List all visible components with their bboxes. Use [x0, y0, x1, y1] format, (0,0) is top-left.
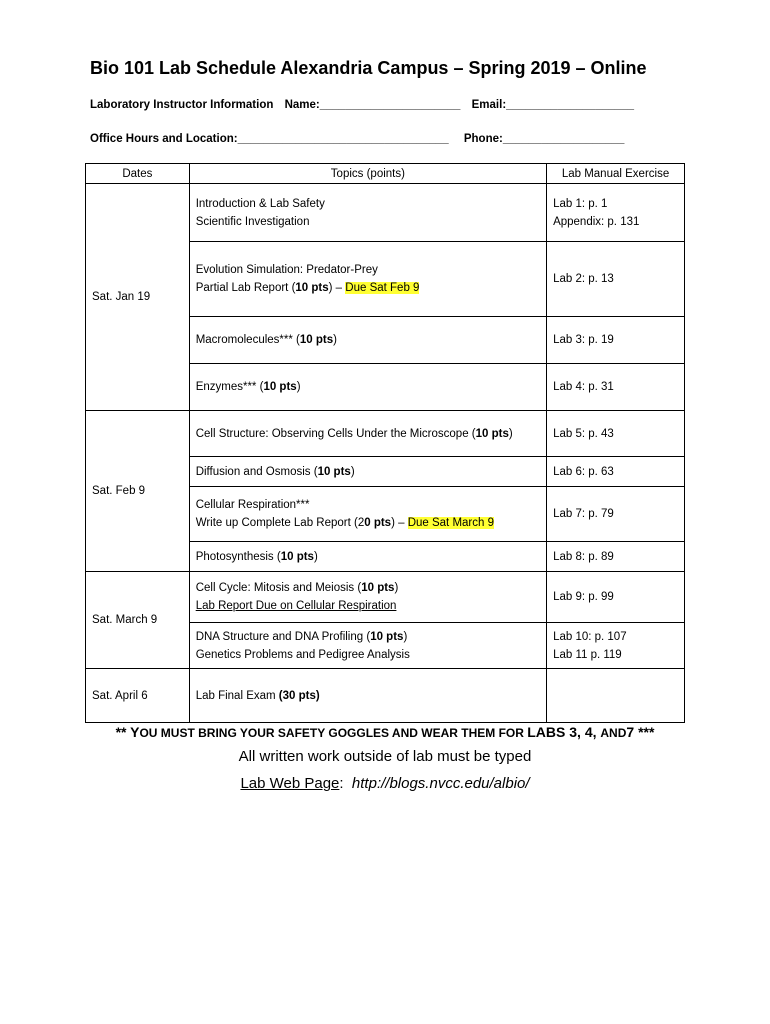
notice-text: ** Y — [115, 724, 140, 740]
topic-cell — [189, 669, 546, 723]
topic-text: ) — [313, 550, 318, 563]
topic-line — [196, 579, 540, 597]
lab-web-page — [0, 775, 770, 792]
lab-cell: Lab 9: p. 99 — [547, 572, 685, 623]
topic-text: Partial Lab Report ( — [195, 282, 296, 294]
topic-line — [196, 628, 540, 646]
lab-cell: Lab 8: p. 89 — [547, 542, 685, 572]
topic-cell — [189, 317, 546, 364]
notice-text: OU MUST BRING YOUR SAFETY GOGGLES AND WEAR THEM FOR — [139, 726, 528, 740]
notice-text: LABS 3, 4, — [527, 724, 601, 740]
topic-text: ) — [350, 465, 355, 478]
header-dates: Dates — [86, 164, 190, 184]
lab-line: Lab 11 p. 119 — [553, 648, 622, 661]
topic-cell — [189, 242, 546, 317]
date-cell: Sat. March 9 — [86, 572, 190, 669]
lab-cell: Lab 5: p. 43 — [547, 411, 685, 457]
lab-cell — [547, 669, 685, 723]
lab-cell — [547, 184, 685, 242]
points-value: 10 pts — [263, 381, 297, 393]
topic-cell — [189, 572, 546, 623]
instructor-info-line — [90, 99, 634, 111]
topic-line: Genetics Problems and Pedigree Analysis — [195, 648, 410, 661]
topic-line: Introduction & Lab Safety — [195, 197, 325, 210]
topic-text: Cell Structure: Observing Cells Under the Microscope ( — [195, 427, 476, 440]
topic-line: Cellular Respiration*** — [195, 499, 310, 511]
due-date-highlight: Due Sat March 9 — [407, 517, 494, 529]
notice-text: AND — [600, 726, 627, 740]
lab-cell: Lab 6: p. 63 — [547, 457, 685, 487]
lab-cell: Lab 4: p. 31 — [547, 364, 685, 411]
lab-line: Lab 10: p. 107 — [553, 630, 627, 643]
points-value: 10 pts — [475, 427, 509, 440]
lab-line: Lab 1: p. 1 — [553, 197, 608, 210]
topic-text: Diffusion and Osmosis ( — [195, 465, 318, 478]
lab-cell: Lab 7: p. 79 — [547, 487, 685, 542]
topic-cell — [189, 184, 546, 242]
topic-line — [196, 279, 540, 297]
topic-cell — [189, 457, 546, 487]
web-page-separator: : — [339, 775, 352, 792]
topic-text: DNA Structure and DNA Profiling ( — [195, 630, 371, 643]
points-value: (30 pts) — [278, 689, 320, 702]
due-date-highlight: Due Sat Feb 9 — [345, 282, 420, 294]
topic-text: Cell Cycle: Mitosis and Meiosis ( — [195, 582, 362, 594]
topic-text: Write up Complete Lab Report (2 — [195, 517, 365, 529]
date-cell: Sat. Feb 9 — [86, 411, 190, 572]
topic-text: ) — [508, 427, 513, 440]
instructor-name-field: Name:______________________ — [284, 99, 461, 111]
page-title: Bio 101 Lab Schedule Alexandria Campus – Spring 2019 – Online — [90, 58, 647, 78]
topic-cell — [189, 364, 546, 411]
web-page-label: Lab Web Page — [240, 775, 340, 792]
topic-text: Enzymes*** ( — [195, 381, 264, 393]
topic-line: Scientific Investigation — [195, 215, 310, 228]
typed-work-notice: All written work outside of lab must be typed — [238, 748, 532, 765]
office-info-line — [90, 133, 624, 145]
table-row — [86, 184, 685, 242]
instructor-info-label: Laboratory Instructor Information — [90, 99, 274, 111]
topic-text: ) — [394, 582, 399, 594]
topic-text: ) — [333, 334, 337, 346]
points-value: 10 pts — [317, 465, 351, 478]
topic-line: Evolution Simulation: Predator-Prey — [195, 264, 378, 276]
header-lab: Lab Manual Exercise — [547, 164, 685, 184]
points-value: 10 pts — [299, 334, 334, 346]
topic-text: ) – — [391, 517, 408, 529]
topic-cell — [189, 542, 546, 572]
points-value: 10 pts — [280, 550, 314, 563]
topic-cell — [189, 487, 546, 542]
topic-cell — [189, 411, 546, 457]
topic-text: ) – — [328, 282, 346, 294]
points-value: 0 pts — [364, 517, 392, 529]
table-row — [86, 411, 685, 457]
table-header-row — [86, 164, 685, 184]
lab-cell: Lab 2: p. 13 — [547, 242, 685, 317]
phone-field: Phone:___________________ — [463, 133, 625, 145]
points-value: 10 pts — [361, 582, 395, 594]
points-value: 10 pts — [370, 630, 404, 643]
date-cell: Sat. Jan 19 — [86, 184, 190, 411]
topic-text: ) — [296, 381, 301, 393]
header-topics: Topics (points) — [189, 164, 546, 184]
report-due-note: Lab Report Due on Cellular Respiration — [195, 600, 397, 612]
topic-line — [196, 514, 540, 532]
notice-text: 7 *** — [626, 724, 655, 740]
schedule-table — [85, 163, 685, 723]
instructor-email-field: Email:____________________ — [471, 99, 635, 111]
office-hours-field: Office Hours and Location:_________________________________ — [90, 133, 449, 145]
topic-text: Photosynthesis ( — [195, 550, 281, 563]
web-page-url[interactable]: http://blogs.nvcc.edu/albio/ — [351, 775, 530, 792]
points-value: 10 pts — [295, 282, 329, 294]
topic-cell — [189, 623, 546, 669]
table-row — [86, 669, 685, 723]
lab-line: Appendix: p. 131 — [553, 215, 640, 228]
lab-cell — [547, 623, 685, 669]
lab-cell: Lab 3: p. 19 — [547, 317, 685, 364]
topic-text: ) — [403, 630, 408, 643]
goggles-notice — [0, 724, 770, 740]
topic-text: Lab Final Exam — [195, 689, 279, 702]
date-cell: Sat. April 6 — [86, 669, 190, 723]
table-row — [86, 572, 685, 623]
topic-text: Macromolecules*** ( — [195, 334, 300, 346]
